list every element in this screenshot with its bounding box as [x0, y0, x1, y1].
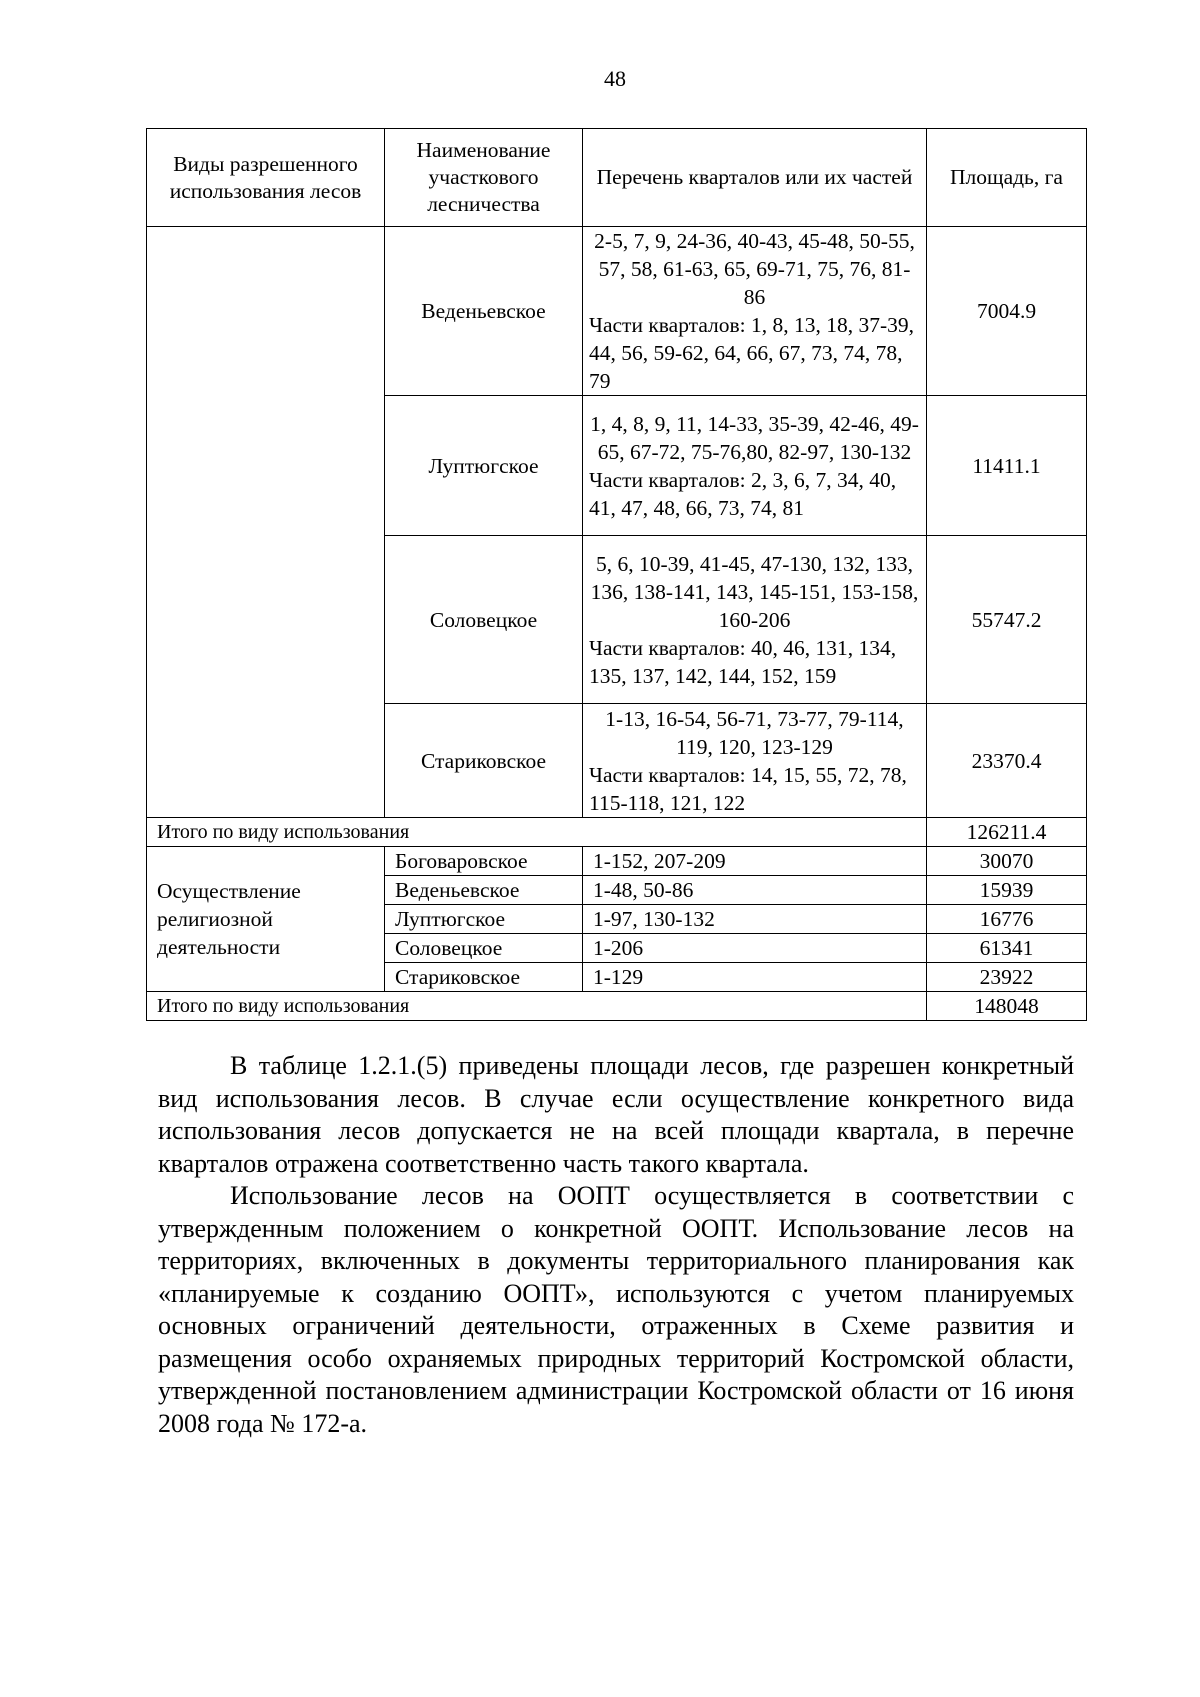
area-cell: 23370.4	[927, 704, 1087, 818]
area-cell: 7004.9	[927, 227, 1087, 396]
area-cell: 23922	[927, 963, 1087, 992]
district-cell: Соловецкое	[385, 934, 583, 963]
quarters-cell: 1-152, 207-209	[583, 847, 927, 876]
quarters-cell: 1-129	[583, 963, 927, 992]
district-cell: Веденьевское	[385, 227, 583, 396]
total-row	[147, 992, 1087, 1021]
header-use-type: Виды разрешенного использования лесов	[147, 129, 385, 227]
district-cell: Стариковское	[385, 963, 583, 992]
district-cell: Боговаровское	[385, 847, 583, 876]
district-cell: Луптюгское	[385, 905, 583, 934]
header-area: Площадь, га	[927, 129, 1087, 227]
table-row	[147, 847, 1087, 876]
quarters-parts: Части кварталов: 1, 8, 13, 18, 37-39, 44, 56, 59-62, 64, 66, 67, 73, 74, 78, 79	[589, 313, 915, 393]
use-type-cell-empty	[147, 227, 385, 818]
quarters-main: 5, 6, 10-39, 41-45, 47-130, 132, 133, 136, 138-141, 143, 145-151, 153-158, 160-206	[590, 551, 919, 632]
quarters-main: 2-5, 7, 9, 24-36, 40-43, 45-48, 50-55, 57, 58, 61-63, 65, 69-71, 75, 76, 81-86	[594, 229, 915, 309]
total-row	[147, 818, 1087, 847]
quarters-cell	[583, 227, 927, 396]
quarters-parts: Части кварталов: 40, 46, 131, 134, 135, 137, 142, 144, 152, 159	[589, 635, 897, 688]
header-quarters: Перечень кварталов или их частей	[583, 129, 927, 227]
quarters-parts: Части кварталов: 14, 15, 55, 72, 78, 115-118, 121, 122	[589, 762, 907, 815]
paragraph: Использование лесов на ООПТ осуществляется в соответствии с утвержденным положением о конкретной ООПТ. Использование лесов на территориях, включенных в документы территориального планирования как «планируемые к созданию ООПТ», используются с учетом планируемых основных ограничений деятельности, отраженных в Схеме развития и размещения особо охраняемых природных территорий Костромской области, утвержденной постановлением администрации Костромской области от 16 июня 2008 года № 172-а.	[158, 1181, 1074, 1438]
total-value: 126211.4	[927, 818, 1087, 847]
district-cell: Веденьевское	[385, 876, 583, 905]
quarters-cell	[583, 536, 927, 704]
area-cell: 11411.1	[927, 396, 1087, 536]
quarters-cell	[583, 704, 927, 818]
district-cell: Луптюгское	[385, 396, 583, 536]
table-row	[147, 227, 1087, 396]
district-cell: Соловецкое	[385, 536, 583, 704]
area-cell: 15939	[927, 876, 1087, 905]
area-cell: 55747.2	[927, 536, 1087, 704]
quarters-cell: 1-48, 50-86	[583, 876, 927, 905]
header-district: Наименование участкового лесничества	[385, 129, 583, 227]
district-cell: Стариковское	[385, 704, 583, 818]
quarters-cell: 1-97, 130-132	[583, 905, 927, 934]
page-number: 48	[604, 66, 626, 91]
quarters-cell	[583, 396, 927, 536]
total-value: 148048	[927, 992, 1087, 1021]
area-cell: 30070	[927, 847, 1087, 876]
quarters-main: 1-13, 16-54, 56-71, 73-77, 79-114, 119, 120, 123-129	[605, 706, 904, 759]
total-label: Итого по виду использования	[147, 818, 927, 847]
paragraph: В таблице 1.2.1.(5) приведены площади лесов, где разрешен конкретный вид использования лесов. В случае если осуществление конкретного вида использования лесов допускается не на всей площади квартала, в перечне кварталов отражена соответственно часть такого квартала.	[158, 1051, 1074, 1178]
area-cell: 16776	[927, 905, 1087, 934]
use-type-cell: Осуществление религиозной деятельности	[147, 847, 385, 992]
total-label: Итого по виду использования	[147, 992, 927, 1021]
area-cell: 61341	[927, 934, 1087, 963]
quarters-main: 1, 4, 8, 9, 11, 14-33, 35-39, 42-46, 49-65, 67-72, 75-76,80, 82-97, 130-132	[590, 411, 919, 464]
body-text	[158, 1050, 1074, 1440]
forest-use-table	[146, 128, 1087, 1021]
table-header-row	[147, 129, 1087, 227]
quarters-cell: 1-206	[583, 934, 927, 963]
quarters-parts: Части кварталов: 2, 3, 6, 7, 34, 40, 41, 47, 48, 66, 73, 74, 81	[589, 467, 897, 520]
